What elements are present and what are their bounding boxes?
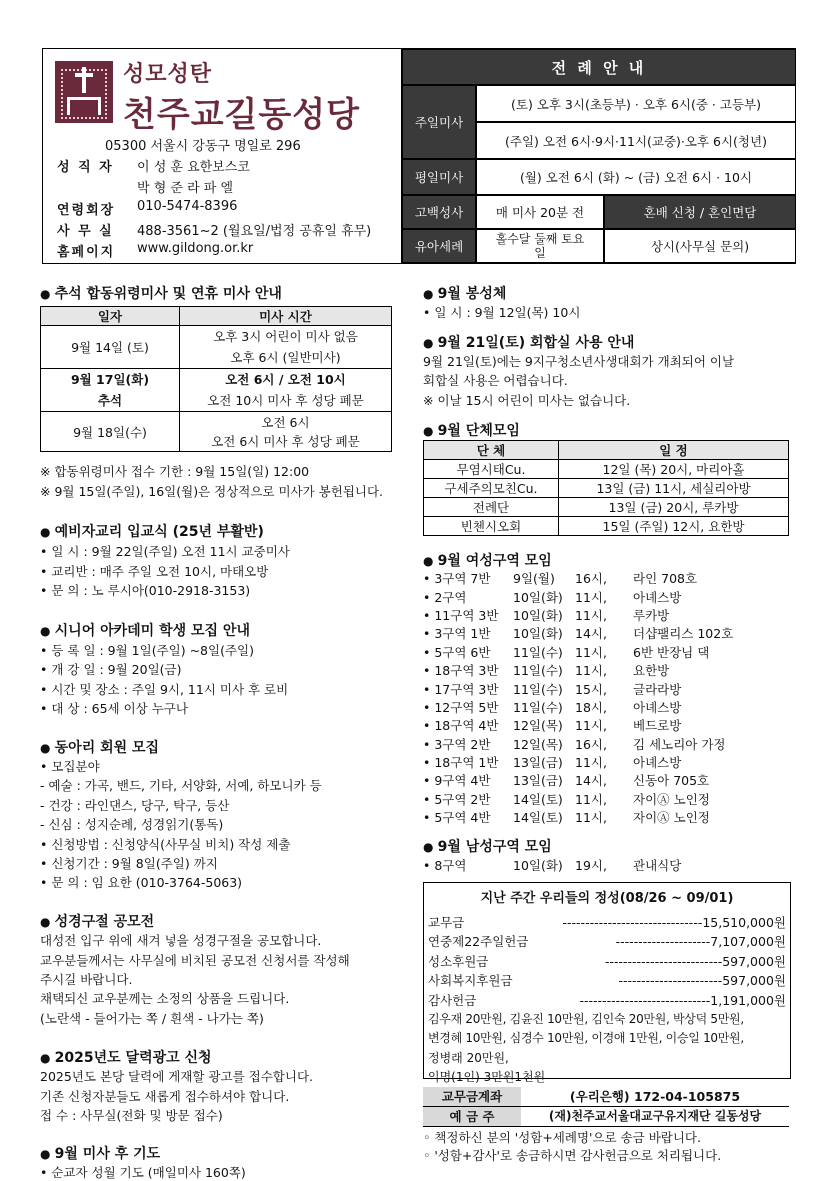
address: 05300 서울시 강동구 명일로 296 xyxy=(105,139,301,154)
district-row xyxy=(423,643,753,661)
sunday-mass-1: (토) 오후 3시(초등부) · 오후 6시(중 · 고등부) xyxy=(476,85,796,122)
district-name: • 18구역 1반 xyxy=(423,755,499,771)
meeting-time: 16시, xyxy=(575,736,607,752)
district-row xyxy=(423,698,753,716)
account-holder: (재)천주교서울대교구유지재단 길동성당 xyxy=(548,1109,762,1123)
donor-line: 김우재 20만원, 김윤진 10만원, 김인숙 20만원, 박상덕 5만원, xyxy=(428,1012,744,1027)
time-line: 오후 6시 (일반미사) xyxy=(230,350,341,365)
meeting-place: 아녜스방 xyxy=(633,589,682,605)
district-row xyxy=(423,771,753,789)
time-line: 오후 3시 어린이 미사 없음 xyxy=(213,329,358,344)
senior-title: ● 시니어 아카데미 학생 모집 안내 xyxy=(40,620,250,640)
catechumen-title: ● 예비자교리 입교식 (25년 부활반) xyxy=(40,521,264,541)
offering-amount: -----------------------597,000원 xyxy=(618,973,786,989)
bulletin-header xyxy=(42,48,796,264)
chuseok-table xyxy=(40,306,392,452)
meeting-place: 요한방 xyxy=(633,663,670,679)
col-schedule: 일 정 xyxy=(559,441,789,460)
col-group: 단 체 xyxy=(424,441,559,460)
group-schedule: 13일 (금) 20시, 루카방 xyxy=(559,498,789,517)
calendar-line: 2025년도 본당 달력에 게재할 광고를 접수합니다. xyxy=(40,1069,314,1084)
meeting-time: 19시, xyxy=(575,858,607,874)
district-row xyxy=(423,606,753,624)
account-label: 교무금계좌 xyxy=(423,1087,521,1106)
account-number: (우리은행) 172-04-105875 xyxy=(569,1089,741,1104)
meeting-time: 18시, xyxy=(575,699,607,715)
meeting-time: 11시, xyxy=(575,755,607,771)
women-table xyxy=(423,569,753,826)
district-row xyxy=(423,735,753,753)
office-phone: 488-3561~2 (월요일/법정 공휴일 휴무) xyxy=(137,224,372,239)
meeting-place: 김 세노리아 가정 xyxy=(633,736,726,752)
club-title: ● 동아리 회원 모집 xyxy=(40,737,159,757)
meeting-place: 루카방 xyxy=(633,607,670,623)
time-line: 오전 6시 미사 후 성당 폐문 xyxy=(211,433,360,449)
chuseok-note-1: ※ 합동위령미사 접수 기한 : 9월 15일(일) 12:00 xyxy=(40,464,310,479)
council-phone: 010-5474-8396 xyxy=(137,199,238,214)
district-name: • 17구역 3반 xyxy=(423,681,499,697)
chuseok-note-2: ※ 9월 15일(주일), 16일(월)은 정상적으로 미사가 봉헌됩니다. xyxy=(40,484,384,499)
meeting-place: 아녜스방 xyxy=(633,755,682,771)
group-schedule: 13일 (금) 11시, 세실리아방 xyxy=(559,479,789,498)
district-name: • 9구역 4반 xyxy=(423,773,491,789)
time-line: 오전 6시 xyxy=(261,414,310,430)
donor-line: 정병래 20만원, xyxy=(428,1050,509,1065)
row-date: 9월 18일(수) xyxy=(41,412,180,452)
meeting-date: 14일(토) xyxy=(513,810,563,826)
district-row xyxy=(423,753,753,771)
offering-label: 연중제22주일헌금 xyxy=(428,934,529,950)
offering-label: 사회복지후원금 xyxy=(428,973,513,989)
meeting-date: 13일(금) xyxy=(513,755,563,771)
meeting-date: 12일(목) xyxy=(513,718,563,734)
senior-line: • 시간 및 장소 : 주일 9시, 11시 미사 후 로비 xyxy=(40,682,289,697)
group-name: 전례단 xyxy=(424,498,559,517)
communion-title: ● 9월 봉성체 xyxy=(423,283,506,303)
weekday-mass: (월) 오전 6시 (화) ~ (금) 오전 6시 · 10시 xyxy=(476,159,796,195)
meeting-date: 14일(토) xyxy=(513,791,563,807)
row-times xyxy=(180,369,392,412)
offering-amount: ---------------------7,107,000원 xyxy=(615,934,786,950)
hall-line: 9월 21일(토)에는 9지구청소년사생대회가 개최되어 이날 xyxy=(423,354,735,369)
meeting-time: 11시, xyxy=(575,589,607,605)
parish-name: 천주교길동성당 xyxy=(123,95,360,135)
meeting-date: 10일(화) xyxy=(513,607,563,623)
time-line: 오전 10시 미사 후 성당 폐문 xyxy=(207,393,364,408)
groups-title: ● 9월 단체모임 xyxy=(423,420,520,440)
group-schedule: 15일 (주일) 12시, 요한방 xyxy=(559,517,789,536)
meeting-place: 관내식당 xyxy=(633,858,682,874)
district-name: • 11구역 3반 xyxy=(423,607,499,623)
time-line: 오전 6시 / 오전 10시 xyxy=(225,372,346,387)
meeting-date: 10일(화) xyxy=(513,626,563,642)
district-name: • 18구역 3반 xyxy=(423,663,499,679)
district-row xyxy=(423,569,753,587)
clergy-2: 박 형 준 라 파 엘 xyxy=(137,181,234,196)
club-line: • 신청기간 : 9월 8일(주일) 까지 xyxy=(40,856,218,871)
club-line: - 예술 : 가곡, 밴드, 기타, 서양화, 서예, 하모니카 등 xyxy=(40,778,322,793)
club-line: - 건강 : 라인댄스, 당구, 탁구, 등산 xyxy=(40,798,230,813)
account-info xyxy=(423,1087,789,1165)
senior-line: • 대 상 : 65세 이상 누구나 xyxy=(40,701,188,716)
chuseok-title: ● 추석 합동위령미사 및 연휴 미사 안내 xyxy=(40,283,282,303)
meeting-time: 14시, xyxy=(575,773,607,789)
offering-amount: --------------------------597,000원 xyxy=(604,953,786,969)
bulletin-subtitle: 성모성탄 xyxy=(123,62,213,87)
offering-label: 교무금 xyxy=(428,915,465,930)
parish-info xyxy=(43,49,401,263)
offering-amount: -------------------------------15,510,000원 xyxy=(562,915,786,930)
wedding-label: 혼배 신청 / 혼인면담 xyxy=(604,195,796,229)
club-line: - 신심 : 성지순례, 성경읽기(통독) xyxy=(40,817,224,832)
baptism-time: 홀수달 둘째 토요일 xyxy=(476,229,604,263)
meeting-place: 6반 반장님 댁 xyxy=(633,644,710,660)
account-note-1: ◦ 책정하신 분의 '성함+세례명'으로 송금 바랍니다. xyxy=(423,1130,701,1145)
holiday-label: 추석 xyxy=(97,393,123,408)
district-name: • 5구역 4반 xyxy=(423,810,491,826)
district-name: • 12구역 5반 xyxy=(423,699,499,715)
holder-label: 예 금 주 xyxy=(423,1107,521,1126)
group-name: 무염시태Cu. xyxy=(424,460,559,479)
baptism-label: 유아세례 xyxy=(402,229,476,263)
meeting-place: 아녜스방 xyxy=(633,699,682,715)
offering-label: 감사헌금 xyxy=(428,992,477,1008)
liturgy-schedule xyxy=(401,49,796,263)
row-times xyxy=(180,412,392,452)
district-row xyxy=(423,790,753,808)
district-name: • 5구역 2반 xyxy=(423,791,491,807)
meeting-time: 16시, xyxy=(575,571,607,587)
catechumen-line: • 문 의 : 노 루시아(010-2918-3153) xyxy=(40,583,251,598)
row-date xyxy=(41,369,180,412)
hall-line: 회합실 사용은 어렵습니다. xyxy=(423,373,568,388)
office-label: 사 무 실 xyxy=(57,224,114,239)
offering-amount: -----------------------------1,191,000원 xyxy=(579,992,786,1008)
council-label: 연령회장 xyxy=(57,203,116,218)
meeting-date: 12일(목) xyxy=(513,736,563,752)
confession-time: 매 미사 20분 전 xyxy=(476,195,604,229)
club-line: • 문 의 : 임 요한 (010-3764-5063) xyxy=(40,875,243,890)
offering-row xyxy=(428,971,786,990)
row-times xyxy=(180,326,392,369)
meeting-date: 11일(수) xyxy=(513,681,563,697)
offering-title: 지난 주간 우리들의 정성(08/26 ~ 09/01) xyxy=(480,891,734,906)
calendar-line: 접 수 : 사무실(전화 및 방문 접수) xyxy=(40,1108,223,1123)
district-name: • 2구역 xyxy=(423,589,467,605)
weekday-mass-label: 평일미사 xyxy=(402,159,476,195)
senior-line: • 등 록 일 : 9월 1일(주일) ~8일(주일) xyxy=(40,643,254,658)
account-note-2: ◦ '성함+감사'로 송금하시면 감사헌금으로 처리됩니다. xyxy=(423,1148,722,1163)
men-table xyxy=(423,856,753,874)
bible-line: (노란색 - 들어가는 쪽 / 흰색 - 나가는 쪽) xyxy=(40,1011,264,1026)
district-name: • 3구역 2반 xyxy=(423,736,491,752)
sunday-mass-2: (주일) 오전 6시·9시·11시(교중)·오후 6시(청년) xyxy=(476,122,796,159)
col-date: 일자 xyxy=(41,307,180,326)
offering-row xyxy=(428,932,786,951)
confession-label: 고백성사 xyxy=(402,195,476,229)
offering-row xyxy=(428,913,786,932)
meeting-place: 글라라방 xyxy=(633,681,682,697)
offering-label: 성소후원금 xyxy=(428,953,489,969)
meeting-place: 자이Ⓐ 노인정 xyxy=(633,791,710,807)
district-row xyxy=(423,856,753,874)
district-row xyxy=(423,808,753,826)
col-mass: 미사 시간 xyxy=(180,307,392,326)
district-name: • 5구역 6반 xyxy=(423,644,491,660)
date-line: 9월 17일(화) xyxy=(70,372,150,387)
club-line: • 신청방법 : 신청양식(사무실 비치) 작성 제출 xyxy=(40,837,291,852)
meeting-date: 10일(화) xyxy=(513,858,563,874)
website-link[interactable]: www.gildong.or.kr xyxy=(137,241,254,256)
group-schedule: 12일 (목) 20시, 마리아홀 xyxy=(559,460,789,479)
hall-line: ※ 이날 15시 어린이 미사는 없습니다. xyxy=(423,393,631,408)
senior-line: • 개 강 일 : 9월 20일(금) xyxy=(40,662,182,677)
meeting-date: 10일(화) xyxy=(513,589,563,605)
cross-bar xyxy=(75,73,93,77)
catechumen-line: • 교리반 : 매주 주일 오전 10시, 마태오방 xyxy=(40,564,269,579)
meeting-place: 베드로방 xyxy=(633,718,682,734)
women-title: ● 9월 여성구역 모임 xyxy=(423,550,552,570)
donor-line: 익명(1인) 3만원1천원 xyxy=(428,1070,546,1085)
wedding-value: 상시(사무실 문의) xyxy=(604,229,796,263)
district-name: • 3구역 7반 xyxy=(423,571,491,587)
offering-row xyxy=(428,991,786,1010)
meeting-date: 13일(금) xyxy=(513,773,563,789)
cross-icon xyxy=(82,67,86,93)
meeting-time: 15시, xyxy=(575,681,607,697)
bible-line: 주시길 바랍니다. xyxy=(40,972,133,987)
men-title: ● 9월 남성구역 모임 xyxy=(423,836,552,856)
parish-logo xyxy=(55,61,113,123)
calendar-line: 기존 신청자분들도 새롭게 접수하셔야 합니다. xyxy=(40,1089,290,1104)
catechumen-line: • 일 시 : 9월 22일(주일) 오전 11시 교중미사 xyxy=(40,544,290,559)
donor-line: 변경혜 10만원, 심경수 10만원, 이경애 1만원, 이승일 10만원, xyxy=(428,1031,744,1046)
meeting-place: 신동아 705호 xyxy=(633,773,710,789)
clergy-1: 이 성 훈 요한보스코 xyxy=(137,160,250,175)
meeting-time: 11시, xyxy=(575,718,607,734)
website-label: 홈페이지 xyxy=(57,245,116,260)
bible-line: 교우분들께서는 사무실에 비치된 공모전 신청서를 작성해 xyxy=(40,953,350,968)
meeting-time: 11시, xyxy=(575,791,607,807)
calendar-title: ● 2025년도 달력광고 신청 xyxy=(40,1047,212,1067)
clergy-label: 성 직 자 xyxy=(57,160,114,175)
district-row xyxy=(423,587,753,605)
meeting-time: 14시, xyxy=(575,626,607,642)
group-name: 빈첸시오회 xyxy=(424,517,559,536)
district-row xyxy=(423,624,753,642)
offering-row xyxy=(428,952,786,971)
bible-line: 대성전 입구 위에 새겨 넣을 성경구절을 공모합니다. xyxy=(40,933,322,948)
club-line: • 모집분야 xyxy=(40,759,100,774)
communion-line: • 일 시 : 9월 12일(목) 10시 xyxy=(423,305,581,320)
meeting-date: 11일(수) xyxy=(513,644,563,660)
district-row xyxy=(423,661,753,679)
meeting-place: 더샵팰리스 102호 xyxy=(633,626,734,642)
district-row xyxy=(423,679,753,697)
meeting-time: 11시, xyxy=(575,663,607,679)
prayer-line: • 순교자 성월 기도 (매일미사 160쪽) xyxy=(40,1165,246,1180)
group-name: 구세주의모친Cu. xyxy=(424,479,559,498)
meeting-date: 11일(수) xyxy=(513,699,563,715)
bible-title: ● 성경구절 공모전 xyxy=(40,911,154,931)
row-date: 9월 14일 (토) xyxy=(41,326,180,369)
meeting-time: 11시, xyxy=(575,644,607,660)
church-icon xyxy=(67,97,101,115)
meeting-time: 11시, xyxy=(575,607,607,623)
meeting-place: 라인 708호 xyxy=(633,571,698,587)
groups-table xyxy=(423,440,789,536)
meeting-date: 9일(월) xyxy=(513,571,555,587)
meeting-date: 11일(수) xyxy=(513,663,563,679)
hall-title: ● 9월 21일(토) 회합실 사용 안내 xyxy=(423,332,634,352)
meeting-place: 자이Ⓐ 노인정 xyxy=(633,810,710,826)
bible-line: 채택되신 교우분께는 소정의 상품을 드립니다. xyxy=(40,991,290,1006)
offering-box xyxy=(423,882,791,1085)
district-name: • 18구역 4반 xyxy=(423,718,499,734)
district-name: • 8구역 xyxy=(423,858,467,874)
sunday-mass-label: 주일미사 xyxy=(402,85,476,159)
district-name: • 3구역 1반 xyxy=(423,626,491,642)
district-row xyxy=(423,716,753,734)
schedule-title: 전 례 안 내 xyxy=(402,49,796,85)
meeting-time: 11시, xyxy=(575,810,607,826)
prayer-title: ● 9월 미사 후 기도 xyxy=(40,1143,160,1163)
